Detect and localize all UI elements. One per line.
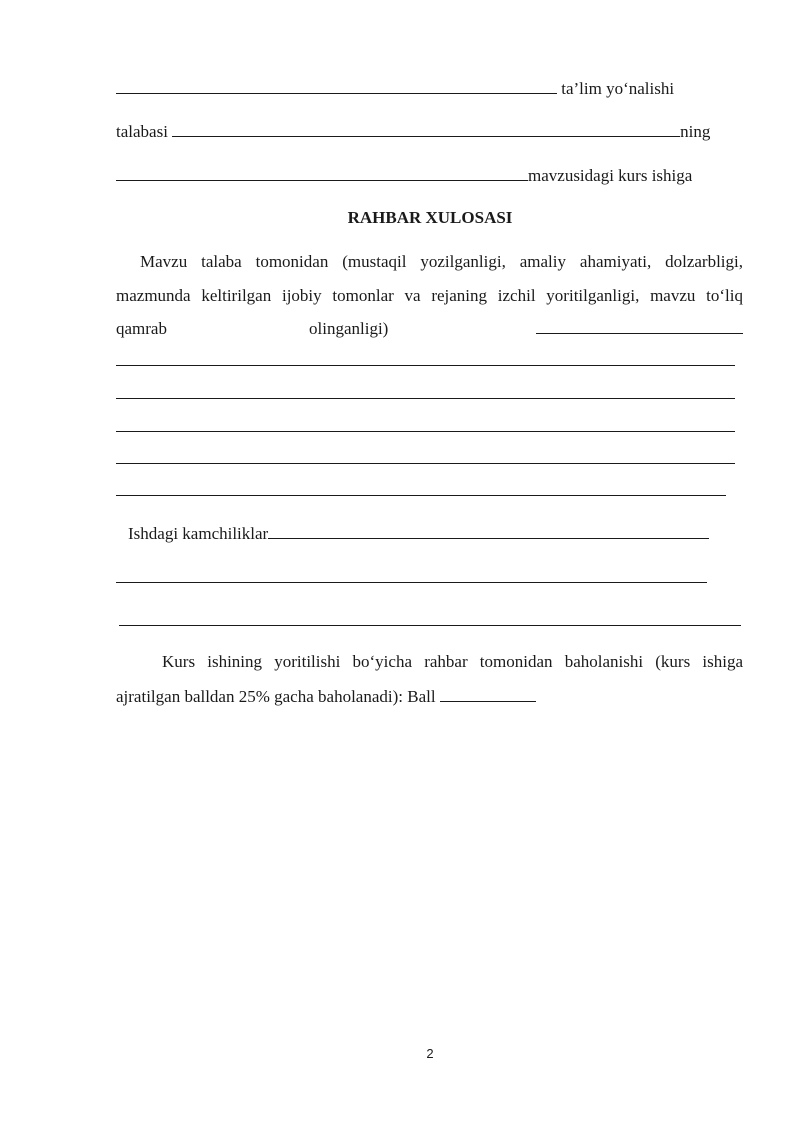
header-line-2-prefix: talabasi (116, 122, 168, 141)
header-line-3-text: mavzusidagi kurs ishiga (528, 166, 693, 185)
header-line-3 (116, 164, 692, 187)
conclusion-blank-line[interactable] (116, 365, 735, 366)
conclusion-blank-inline[interactable] (536, 333, 743, 334)
header-line-2 (116, 120, 710, 143)
paragraph-line-3 (116, 318, 167, 340)
conclusion-blank-line[interactable] (116, 398, 735, 399)
page-number: 2 (426, 1046, 434, 1061)
field-student-name-blank[interactable] (172, 120, 680, 137)
paragraph-line-3-word-1: qamrab (116, 319, 167, 338)
grading-line-1-text: Kurs ishining yoritilishi bo‘yicha rahbar tomonidan baholanishi (kurs ishiga (162, 652, 743, 671)
shortcomings-line (128, 522, 709, 545)
paragraph-line-2-text: mazmunda keltirilgan ijobiy tomonlar va rejaning izchil yoritilganligi, mavzu to‘liq (116, 286, 743, 305)
grading-line-2 (116, 685, 536, 708)
conclusion-blank-line[interactable] (116, 463, 735, 464)
grading-line-2-text: ajratilgan balldan 25% gacha baholanadi): Ball (116, 687, 436, 706)
grading-line-1 (162, 651, 743, 673)
page-title: RAHBAR XULOSASI (347, 208, 513, 227)
ball-score-blank[interactable] (440, 685, 536, 702)
shortcomings-blank-inline[interactable] (268, 522, 709, 539)
shortcomings-blank-line[interactable] (119, 625, 741, 626)
paragraph-line-1-text: Mavzu talaba tomonidan (mustaqil yozilganligi, amaliy ahamiyati, dolzarbligi, (140, 252, 743, 271)
paragraph-line-1 (140, 251, 743, 273)
conclusion-blank-line[interactable] (116, 495, 726, 496)
paragraph-line-3-word-2: olinganligi) (309, 319, 389, 338)
paragraph-line-2 (116, 285, 743, 307)
header-line-1 (116, 77, 674, 100)
header-line-2-suffix: ning (680, 122, 711, 141)
field-direction-blank[interactable] (116, 77, 557, 94)
paragraph-line-3b (309, 318, 388, 340)
shortcomings-blank-line[interactable] (116, 582, 707, 583)
conclusion-blank-line[interactable] (116, 431, 735, 432)
shortcomings-label: Ishdagi kamchiliklar (128, 524, 269, 543)
header-line-1-text: ta’lim yo‘nalishi (561, 79, 675, 98)
field-topic-blank[interactable] (116, 164, 528, 181)
